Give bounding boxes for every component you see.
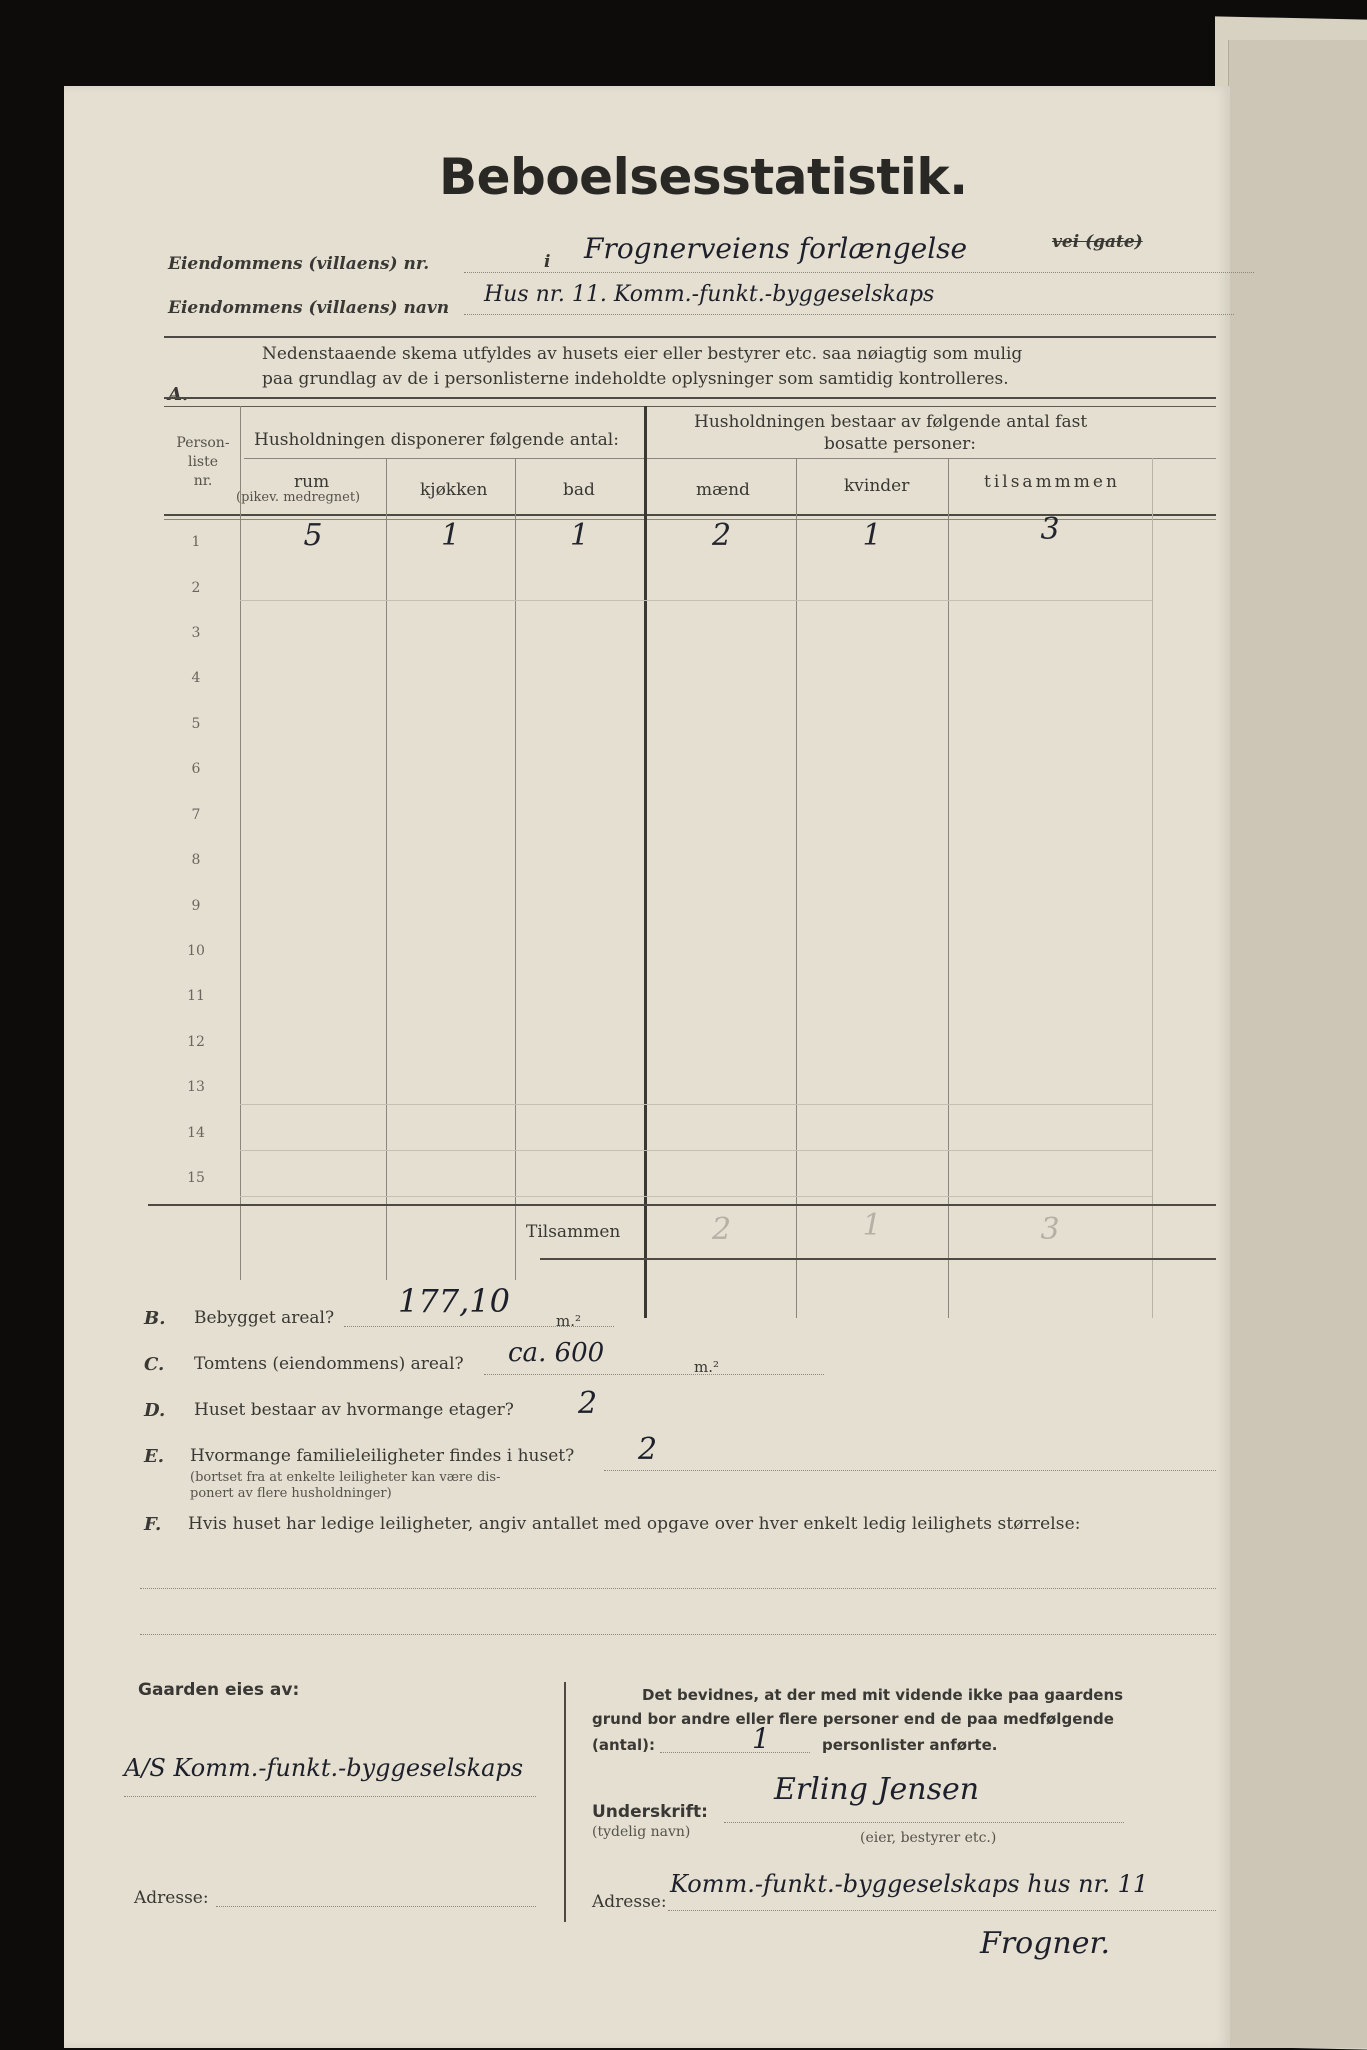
property-name-handwritten: Hus nr. 11. Komm.-funkt.-byggeselskaps	[484, 282, 935, 307]
row-number: 1	[191, 534, 201, 550]
address-handwritten-1: Komm.-funkt.-byggeselskaps hus nr. 11	[670, 1870, 1149, 1898]
instruction-line-1: Nedenstaaende skema utfyldes av husets eier eller bestyrer etc. saa nøiagtig som mulig	[262, 344, 1023, 364]
q-b-letter: B.	[144, 1308, 166, 1329]
cert-count: 1	[752, 1722, 770, 1755]
in-label: i	[544, 252, 551, 272]
col-kjokken: kjøkken	[420, 480, 488, 500]
q-c-letter: C.	[144, 1354, 165, 1375]
form-page	[64, 86, 1230, 2048]
cert-line-2: grund bor andre eller flere personer end de paa medfølgende	[592, 1710, 1114, 1728]
owner-handwritten: A/S Komm.-funkt.-byggeselskaps	[124, 1754, 524, 1782]
signature-note: (tydelig navn)	[592, 1824, 691, 1840]
address-label: Adresse:	[592, 1892, 667, 1912]
address-handwritten-2: Frogner.	[980, 1926, 1111, 1961]
q-b-unit: m.²	[556, 1312, 582, 1330]
street-suffix: vei (gate)	[1052, 232, 1143, 252]
q-c-answer: ca. 600	[508, 1338, 605, 1368]
q-c-label: Tomtens (eiendommens) areal?	[194, 1354, 464, 1374]
cert-line-3b: personlister anførte.	[822, 1736, 998, 1754]
col-tilsammen: tilsammmen	[984, 472, 1120, 492]
owner-label: Gaarden eies av:	[138, 1680, 300, 1700]
q-d-answer: 2	[578, 1386, 598, 1421]
row-number: 13	[187, 1079, 205, 1095]
row-number: 3	[191, 625, 201, 641]
signature-handwritten: Erling Jensen	[774, 1772, 980, 1807]
instruction-line-2: paa grundlag av de i personlisterne indeholdte oplysninger som samtidig kontrolleres.	[262, 369, 1009, 389]
row-number: 10	[187, 943, 205, 959]
signature-role: (eier, bestyrer etc.)	[860, 1830, 997, 1846]
q-b-answer: 177,10	[398, 1282, 510, 1320]
owner-address-label: Adresse:	[134, 1888, 209, 1908]
q-e-letter: E.	[144, 1446, 164, 1467]
col-personliste: Person- liste nr.	[176, 435, 230, 489]
total-kvinder: 1	[862, 1208, 882, 1243]
row-number: 8	[191, 852, 201, 868]
cert-line-3a: (antal):	[592, 1736, 655, 1754]
group-bestaar-header-1: Husholdningen bestaar av følgende antal fast	[694, 412, 1088, 432]
row-number: 7	[191, 807, 201, 823]
col-bad: bad	[563, 480, 595, 500]
group-bestaar-header-2: bosatte personer:	[824, 434, 976, 454]
row-number: 14	[187, 1125, 205, 1141]
section-a-letter: A.	[168, 384, 189, 405]
group-disponerer-header: Husholdningen disponerer følgende antal:	[254, 430, 619, 450]
row-number: 9	[191, 898, 201, 914]
row1-kjokken: 1	[440, 518, 461, 553]
row-number: 5	[191, 716, 201, 732]
total-tilsammen: 3	[1040, 1212, 1060, 1247]
total-maend: 2	[711, 1212, 732, 1247]
row-number: 6	[191, 761, 201, 777]
row1-kvinder: 1	[862, 518, 882, 553]
q-f-label: Hvis huset har ledige leiligheter, angiv antallet med opgave over hver enkelt ledig leilighets størrelse:	[188, 1514, 1081, 1534]
row1-bad: 1	[569, 518, 590, 553]
property-number-label: Eiendommens (villaens) nr.	[168, 254, 430, 274]
q-d-label: Huset bestaar av hvormange etager?	[194, 1400, 514, 1420]
row-number: 4	[191, 670, 201, 686]
row1-tilsammen: 3	[1040, 512, 1060, 547]
form-title: Beboelsesstatistik.	[439, 148, 968, 206]
col-rum-note: (pikev. medregnet)	[236, 490, 361, 505]
property-name-label: Eiendommens (villaens) navn	[168, 298, 450, 318]
q-d-letter: D.	[144, 1400, 166, 1421]
col-kvinder: kvinder	[844, 476, 910, 496]
q-e-answer: 2	[638, 1432, 658, 1467]
q-c-unit: m.²	[694, 1358, 720, 1376]
col-rum: rum	[294, 472, 330, 492]
row-number: 15	[187, 1170, 205, 1186]
row-number: 11	[187, 988, 205, 1004]
street-handwritten: Frognerveiens forlængelse	[584, 232, 968, 265]
q-e-note-2: ponert av flere husholdninger)	[190, 1486, 392, 1501]
q-e-label: Hvormange familieleiligheter findes i huset?	[190, 1446, 575, 1466]
q-e-note-1: (bortset fra at enkelte leiligheter kan være dis-	[190, 1470, 501, 1485]
q-b-label: Bebygget areal?	[194, 1308, 335, 1328]
row1-rum: 5	[303, 518, 323, 553]
cert-line-1: Det bevidnes, at der med mit vidende ikke paa gaardens	[642, 1686, 1124, 1704]
row-number: 12	[187, 1034, 205, 1050]
signature-label: Underskrift:	[592, 1802, 708, 1822]
row-number: 2	[191, 580, 201, 596]
col-maend: mænd	[696, 480, 750, 500]
row1-maend: 2	[711, 518, 732, 553]
q-f-letter: F.	[144, 1514, 162, 1535]
paper-edge	[1228, 40, 1367, 2048]
total-label: Tilsammen	[526, 1222, 621, 1242]
